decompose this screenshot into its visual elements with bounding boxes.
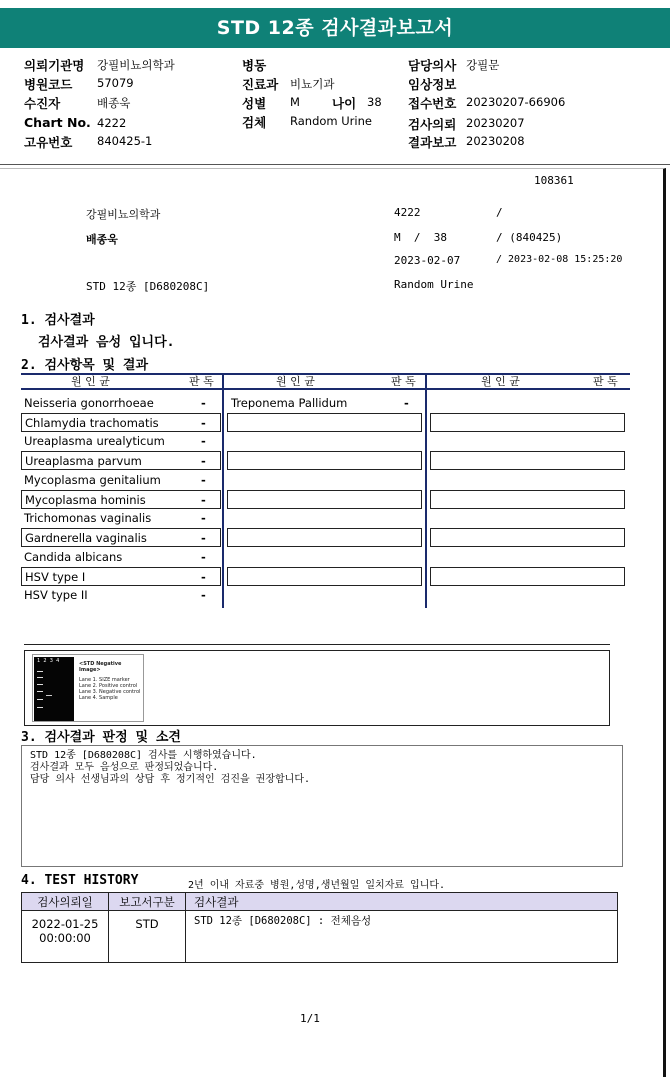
history-header-date: 검사의뢰일 bbox=[22, 893, 109, 911]
result-row bbox=[21, 451, 221, 470]
result-row bbox=[21, 567, 221, 586]
label-report-date: 결과보고 bbox=[408, 135, 457, 150]
value-specimen: Random Urine bbox=[290, 114, 372, 128]
gel-image-box bbox=[24, 650, 610, 726]
pathogen-result: - bbox=[201, 454, 206, 468]
opinion-box bbox=[21, 745, 623, 867]
result-row bbox=[21, 471, 221, 490]
pathogen-result: - bbox=[201, 570, 206, 584]
value-department: 비뇨기과 bbox=[290, 77, 335, 91]
empty-result-box bbox=[430, 528, 625, 547]
opinion-line: 검사결과 모두 음성으로 판정되었습니다. bbox=[30, 762, 219, 773]
paper-report-datetime: / 2023-02-08 15:25:20 bbox=[496, 254, 623, 265]
label-chart-no: Chart No. bbox=[24, 115, 91, 130]
pathogen-name: Ureaplasma parvum bbox=[25, 454, 142, 468]
col2-pathogen-header: 원 인 균 bbox=[276, 375, 315, 388]
label-doctor: 담당의사 bbox=[408, 58, 457, 73]
col1-result-header: 판 독 bbox=[189, 375, 214, 388]
pathogen-name: Gardnerella vaginalis bbox=[25, 531, 147, 545]
result-row bbox=[21, 394, 221, 413]
empty-result-box bbox=[430, 413, 625, 432]
empty-result-box bbox=[227, 413, 422, 432]
gel-legend-line: Lane 2. Positive control bbox=[79, 683, 138, 689]
pathogen-name: Neisseria gonorrhoeae bbox=[24, 396, 154, 410]
paper-receipt-date: 2023-02-07 bbox=[394, 254, 461, 267]
label-request-date: 검사의뢰 bbox=[408, 117, 457, 132]
result-row bbox=[21, 413, 221, 432]
label-patient: 수진자 bbox=[24, 96, 61, 111]
value-institution: 강필비뇨의학과 bbox=[97, 58, 175, 72]
result-grid-header bbox=[21, 373, 630, 390]
label-unique-id: 고유번호 bbox=[24, 135, 73, 150]
value-patient: 배종욱 bbox=[97, 96, 131, 110]
paper-id-part: / (840425) bbox=[496, 231, 563, 244]
paper-patient: 배종욱 bbox=[86, 233, 118, 246]
report-title: STD 12종 검사결과보고서 bbox=[0, 8, 670, 48]
pathogen-name: Ureaplasma urealyticum bbox=[24, 434, 165, 448]
result-row bbox=[21, 528, 221, 547]
value-request-date: 20230207 bbox=[466, 116, 525, 130]
result-row bbox=[21, 509, 221, 528]
pathogen-result: - bbox=[201, 473, 206, 487]
pathogen-result: - bbox=[201, 434, 206, 448]
history-result: STD 12종 [D680208C] : 전체음성 bbox=[186, 911, 618, 963]
history-header-type: 보고서구분 bbox=[109, 893, 186, 911]
gel-heading: <STD Negative Image> bbox=[79, 661, 122, 673]
gel-legend bbox=[79, 661, 143, 701]
label-institution: 의뢰기관명 bbox=[24, 58, 85, 73]
paper-clinic: 강필비뇨의학과 bbox=[86, 208, 161, 221]
table-row bbox=[22, 911, 618, 963]
section2-title: 2. 검사항목 및 결과 bbox=[21, 358, 149, 373]
paper-test-name: STD 12종 [D680208C] bbox=[86, 280, 210, 293]
pathogen-name: Chlamydia trachomatis bbox=[25, 416, 159, 430]
label-ward: 병동 bbox=[242, 58, 267, 73]
label-age: 나이 bbox=[332, 96, 357, 111]
result-row bbox=[21, 432, 221, 451]
gel-legend-line: Lane 3. Negative control bbox=[79, 689, 141, 695]
history-table bbox=[21, 892, 618, 963]
section3-title: 3. 검사결과 판정 및 소견 bbox=[21, 730, 181, 745]
pathogen-name: Mycoplasma genitalium bbox=[24, 473, 161, 487]
col3-pathogen-header: 원 인 균 bbox=[481, 375, 520, 388]
pathogen-name: Trichomonas vaginalis bbox=[24, 511, 152, 525]
value-receipt-no: 20230207-66906 bbox=[466, 95, 566, 109]
section-divider bbox=[24, 644, 610, 645]
opinion-line: STD 12종 [D680208C] 검사를 시행하였습니다. bbox=[30, 750, 257, 761]
label-specimen: 검체 bbox=[242, 115, 267, 130]
section1-title: 1. 검사결과 bbox=[21, 313, 95, 328]
paper-chart: 4222 bbox=[394, 206, 421, 219]
label-sex: 성별 bbox=[242, 96, 267, 111]
empty-result-box bbox=[227, 567, 422, 586]
doc-number: 108361 bbox=[534, 174, 574, 187]
pathogen-result: - bbox=[201, 416, 206, 430]
section4-title: 4. TEST HISTORY bbox=[21, 873, 139, 888]
empty-result-box bbox=[430, 451, 625, 470]
empty-result-box bbox=[227, 451, 422, 470]
label-hospital-code: 병원코드 bbox=[24, 77, 73, 92]
result-row bbox=[21, 548, 221, 567]
value-hospital-code: 57079 bbox=[97, 76, 134, 90]
result-row bbox=[21, 490, 221, 509]
history-time: 00:00:00 bbox=[39, 931, 91, 945]
pathogen-name: Treponema Pallidum bbox=[231, 396, 348, 410]
pathogen-result: - bbox=[201, 588, 206, 602]
gel-electrophoresis-image bbox=[32, 654, 144, 722]
pathogen-name: HSV type I bbox=[25, 570, 86, 584]
history-date-cell bbox=[22, 911, 109, 963]
opinion-line: 담당 의사 선생님과의 상담 후 정기적인 검진을 권장합니다. bbox=[30, 774, 311, 785]
history-type: STD bbox=[109, 911, 186, 963]
empty-result-box bbox=[430, 490, 625, 509]
gel-lane-numbers: 1 2 3 4 bbox=[37, 658, 60, 664]
value-doctor: 강필문 bbox=[466, 58, 500, 72]
value-unique-id: 840425-1 bbox=[97, 134, 153, 148]
history-note: 2년 이내 자료중 병원,성명,생년월일 일치자료 입니다. bbox=[188, 880, 446, 891]
col1-pathogen-header: 원 인 균 bbox=[71, 375, 110, 388]
label-clinical-info: 임상정보 bbox=[408, 77, 457, 92]
gel-legend-line: Lane 4. Sample bbox=[79, 695, 118, 701]
grid-divider-1 bbox=[222, 373, 224, 608]
result-row bbox=[21, 586, 221, 605]
value-age: 38 bbox=[367, 95, 382, 109]
empty-result-box bbox=[227, 528, 422, 547]
col3-result-header: 판 독 bbox=[593, 375, 618, 388]
value-sex: M bbox=[290, 95, 300, 109]
history-header-result: 검사결과 bbox=[186, 893, 618, 911]
result-row bbox=[227, 394, 422, 413]
pathogen-result: - bbox=[201, 396, 206, 410]
pathogen-name: HSV type II bbox=[24, 588, 88, 602]
pathogen-name: Mycoplasma hominis bbox=[25, 493, 146, 507]
gel-lanes bbox=[34, 657, 74, 721]
label-department: 진료과 bbox=[242, 77, 279, 92]
paper-slash: / bbox=[496, 206, 503, 219]
section1-result: 검사결과 음성 입니다. bbox=[38, 335, 175, 350]
paper-sex-age: M / 38 bbox=[394, 231, 447, 244]
gel-legend-line: Lane 1. SIZE marker bbox=[79, 677, 130, 683]
header-info bbox=[0, 50, 670, 165]
col2-result-header: 판 독 bbox=[391, 375, 416, 388]
value-report-date: 20230208 bbox=[466, 134, 525, 148]
pathogen-result: - bbox=[404, 396, 409, 410]
label-receipt-no: 접수번호 bbox=[408, 96, 457, 111]
paper-specimen: Random Urine bbox=[394, 278, 474, 291]
pathogen-result: - bbox=[201, 511, 206, 525]
pathogen-name: Candida albicans bbox=[24, 550, 123, 564]
history-date: 2022-01-25 bbox=[31, 917, 99, 931]
empty-result-box bbox=[430, 567, 625, 586]
grid-divider-2 bbox=[425, 373, 427, 608]
empty-result-box bbox=[227, 490, 422, 509]
pathogen-result: - bbox=[201, 493, 206, 507]
pathogen-result: - bbox=[201, 550, 206, 564]
value-chart-no: 4222 bbox=[97, 116, 127, 130]
pathogen-result: - bbox=[201, 531, 206, 545]
page-number: 1/1 bbox=[300, 1012, 320, 1025]
